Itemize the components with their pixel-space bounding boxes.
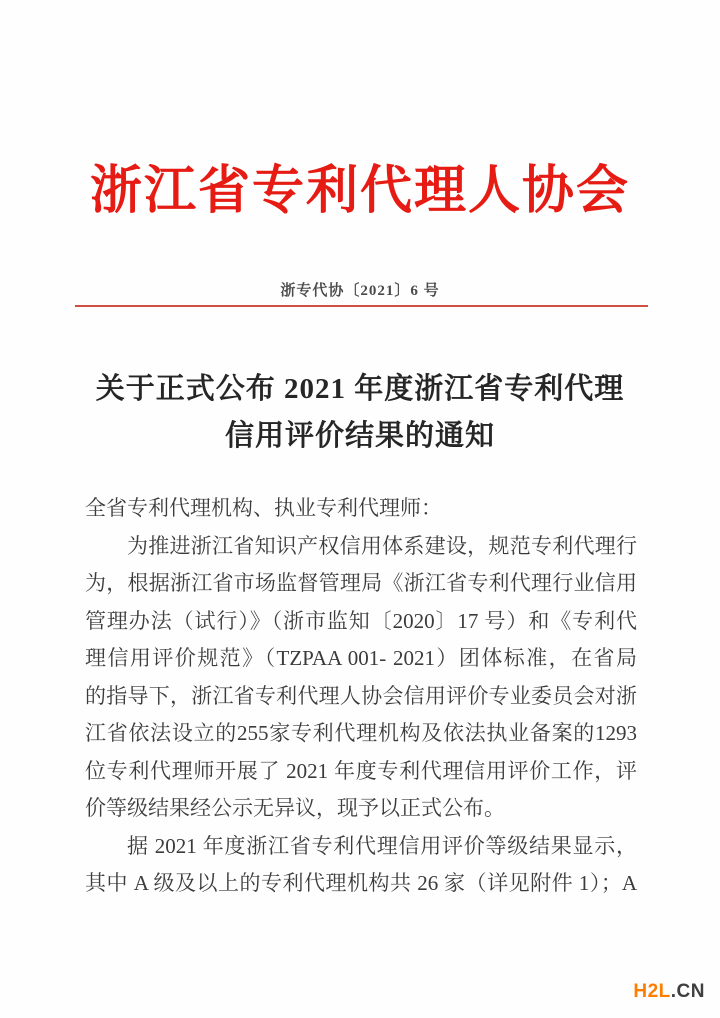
notice-title <box>60 366 660 460</box>
body-line: 的指导下，浙江省专利代理人协会信用评价专业委员会对浙 <box>85 683 637 708</box>
notice-title-line1: 关于正式公布 2021 年度浙江省专利代理 <box>95 373 625 405</box>
body-line: 其中 A 级及以上的专利代理机构共 26 家（详见附件 1）；A <box>85 871 637 895</box>
watermark <box>633 981 705 1003</box>
body-line: 全省专利代理机构、执业专利代理师： <box>85 496 442 520</box>
body-line: 据 2021 年度浙江省专利代理信用评价等级结果显示， <box>127 833 637 858</box>
body-line: 位专利代理师开展了 2021 年度专利代理信用评价工作，评 <box>85 758 637 783</box>
org-title: 浙江省专利代理人协会 <box>89 163 630 220</box>
body-line: 为，根据浙江省市场监督管理局《浙江省专利代理行业信用 <box>85 571 637 595</box>
document-body <box>85 490 637 903</box>
body-line: 管理办法（试行）》（浙市监知〔2020〕17 号）和《专利代 <box>85 608 637 633</box>
red-header-rule <box>75 305 648 307</box>
watermark-brand: H2L <box>633 981 671 1002</box>
doc-number: 浙专代协〔2021〕6 号 <box>280 283 440 299</box>
body-line: 价等级结果经公示无异议，现予以正式公布。 <box>85 796 505 820</box>
watermark-suffix: .CN <box>670 981 705 1002</box>
body-line: 理信用评价规范》（TZPAA 001- 2021）团体标准，在省局 <box>85 646 637 670</box>
body-line: 为推进浙江省知识产权信用体系建设，规范专利代理行 <box>127 533 637 558</box>
notice-title-line2: 信用评价结果的通知 <box>224 420 495 452</box>
body-line: 江省依法设立的255家专利代理机构及依法执业备案的1293 <box>85 721 637 745</box>
